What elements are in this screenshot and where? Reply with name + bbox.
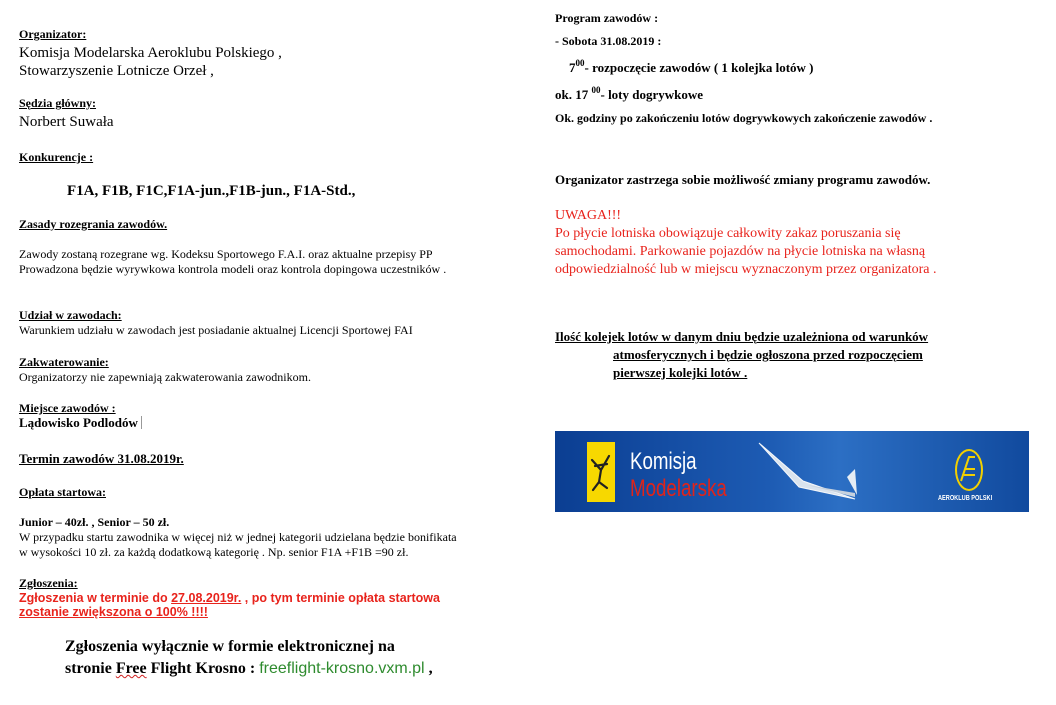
online-registration-line-1: Zgłoszenia wyłącznie w formie elektronicznej na: [65, 638, 395, 655]
rules-line-1: Zawody zostaną rozegrane wg. Kodeksu Sportowego F.A.I. oraz aktualne przepisy PP: [19, 247, 433, 261]
judge-name: Norbert Suwała: [19, 114, 114, 130]
registration-heading: Zgłoszenia:: [19, 576, 78, 590]
text-cursor: [141, 416, 142, 429]
start-description: - rozpoczęcie zawodów ( 1 kolejka lotów ): [584, 60, 814, 75]
program-start: [569, 60, 814, 75]
aeroklub-emblem-icon: [959, 455, 977, 483]
organizer-line-2: Stowarzyszenie Lotnicze Orzeł ,: [19, 63, 214, 79]
program-end: Ok. godziny po zakończeniu lotów dogrywkowych zakończenie zawodów .: [555, 111, 933, 125]
warning-line-3: odpowiedzialność lub w miejscu wyznaczonym przez organizatora .: [555, 262, 937, 277]
online-site-name: Flight Krosno :: [146, 660, 260, 677]
judge-heading: Sędzia główny:: [19, 96, 97, 110]
registration-deadline-date: 27.08.2019r.: [171, 591, 242, 605]
online-comma: ,: [424, 660, 433, 677]
online-registration-line-2: [65, 659, 433, 679]
venue-heading: Miejsce zawodów :: [19, 401, 116, 415]
venue-text: [19, 415, 142, 430]
rules-heading: Zasady rozegrania zawodów.: [19, 217, 168, 231]
registration-deadline-line-1: [19, 591, 440, 605]
rules-line-2: Prowadzona będzie wyrywkowa kontrola modeli oraz kontrola dopingowa uczestników .: [19, 262, 447, 276]
banner-aeroklub-text: AEROKLUB POLSKI: [938, 495, 993, 502]
banner-modelarska-text: Modelarska: [630, 475, 727, 502]
start-minutes: 00: [575, 58, 585, 68]
organizer-line-1: Komisja Modelarska Aeroklubu Polskiego ,: [19, 45, 282, 61]
accommodation-heading: Zakwaterowanie:: [19, 355, 109, 369]
rounds-line-1: Ilość kolejek lotów w danym dniu będzie uzależniona od warunków: [555, 329, 929, 344]
program-saturday: - Sobota 31.08.2019 :: [555, 34, 662, 48]
online-prefix: stronie: [65, 660, 116, 677]
accommodation-text: Organizatorzy nie zapewniają zakwaterowania zawodnikom.: [19, 370, 311, 384]
registration-deadline-prefix: Zgłoszenia w terminie do: [19, 591, 172, 605]
registration-url-link[interactable]: freeflight-krosno.vxm.pl: [259, 660, 425, 677]
warning-line-2: samochodami. Parkowanie pojazdów na płycie lotniska na własną: [555, 244, 926, 259]
banner-komisja-text: Komisja: [630, 448, 697, 475]
rounds-line-2: atmosferycznych i będzie ogłoszona przed rozpoczęciem: [613, 347, 923, 362]
komisja-logo-icon: [587, 442, 615, 502]
classes-list: F1A, F1B, F1C,F1A-jun.,F1B-jun., F1A-Std.,: [67, 183, 356, 199]
venue-name: Lądowisko Podlodów: [19, 415, 138, 430]
online-free-word: Free: [115, 660, 147, 677]
registration-deadline-line-2: zostanie zwiększona o 100% !!!!: [19, 605, 208, 619]
program-extra-flights: [555, 87, 703, 102]
komisja-modelarska-banner: [555, 431, 1029, 512]
program-change-note: Organizator zastrzega sobie możliwość zmiany programu zawodów.: [555, 172, 931, 187]
participation-heading: Udział w zawodach:: [19, 308, 122, 322]
fee-line-1: W przypadku startu zawodnika w więcej niż w jednej kategorii udzielana będzie bonifikata: [19, 530, 457, 544]
fee-heading: Opłata startowa:: [19, 485, 106, 499]
program-heading: Program zawodów :: [555, 11, 659, 25]
organizer-heading: Organizator:: [19, 27, 87, 41]
fee-line-2: w wysokości 10 zł. za każdą dodatkową kategorię . Np. senior F1A +F1B =90 zł.: [19, 545, 409, 559]
start-hour: 7: [569, 60, 576, 75]
date-text: Termin zawodów 31.08.2019r.: [19, 451, 184, 466]
classes-heading: Konkurencje :: [19, 150, 94, 164]
fee-amounts: Junior – 40zł. , Senior – 50 zł.: [19, 515, 170, 529]
warning-line-1: Po płycie lotniska obowiązuje całkowity zakaz poruszania się: [555, 226, 901, 241]
registration-deadline-suffix: , po tym terminie opłata startowa: [241, 591, 440, 605]
rounds-line-3: pierwszej kolejki lotów .: [613, 365, 748, 380]
warning-title: UWAGA!!!: [555, 208, 622, 223]
participation-text: Warunkiem udziału w zawodach jest posiadanie aktualnej Licencji Sportowej FAI: [19, 323, 413, 337]
extra-minutes: 00: [591, 85, 601, 95]
extra-hour: ok. 17: [555, 87, 592, 102]
extra-description: - loty dogrywkowe: [600, 87, 704, 102]
glider-model-icon: [755, 441, 865, 503]
